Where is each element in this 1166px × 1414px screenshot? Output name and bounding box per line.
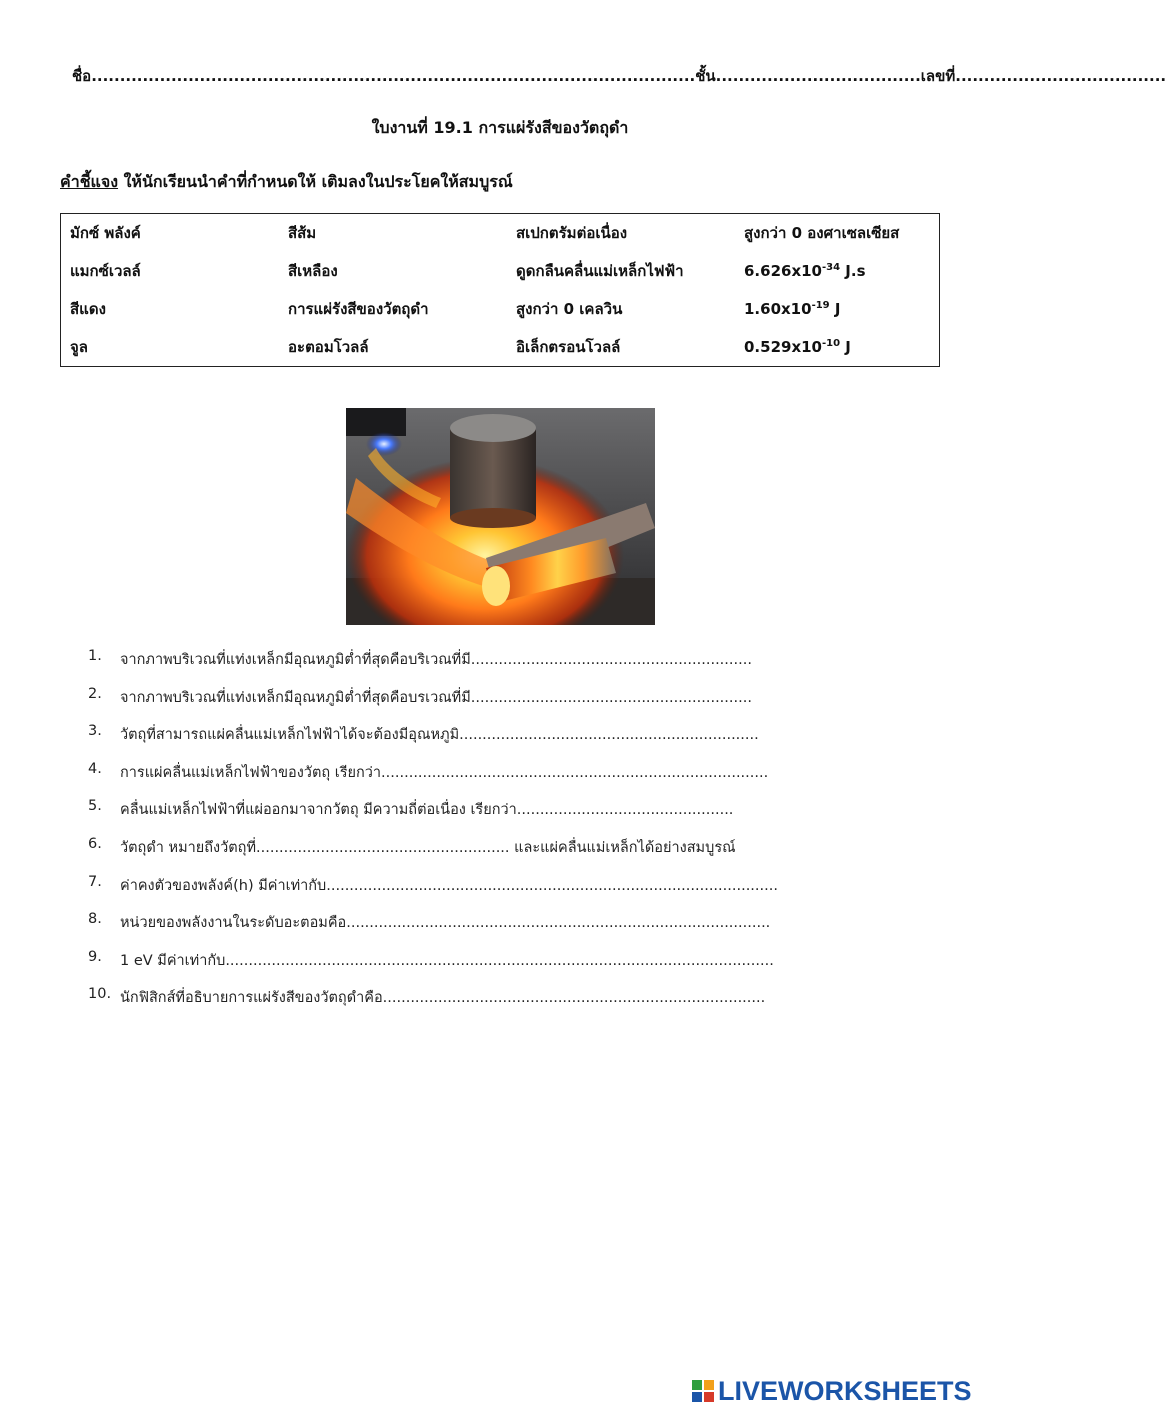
question-item [88, 761, 788, 799]
word-bank-cell: อะตอมโวลล์ [288, 338, 369, 356]
value-exponent: -19 [811, 300, 830, 311]
word-bank-cell: สูงกว่า 0 องศาเซลเซียส [744, 224, 900, 242]
question-item [88, 911, 788, 949]
question-text[interactable]: จากภาพบริเวณที่แท่งเหล็กมีอุณหภูมิต่ำที่สุดคือบริเวณที่มี............................................................. [120, 652, 752, 668]
word-bank-cell: สีเหลือง [288, 262, 338, 280]
word-bank-cell [735, 252, 940, 290]
word-bank-cell: อิเล็กตรอนโวลล์ [516, 338, 621, 356]
question-text[interactable]: จากภาพบริเวณที่แท่งเหล็กมีอุณหภูมิต่ำที่สุดคือบรเวณที่มี............................................................. [120, 689, 752, 706]
value-base: 1.60x10 [744, 300, 812, 318]
word-bank-row [61, 214, 940, 253]
question-number: 2. [88, 685, 102, 702]
question-list [88, 648, 788, 1024]
question-number: 10. [88, 986, 112, 1003]
question-item [88, 836, 788, 874]
instructions [60, 170, 960, 195]
liveworksheets-logo-text: LIVEWORKSHEETS [718, 1375, 972, 1406]
value-exponent: -34 [822, 262, 841, 273]
question-number: 4. [88, 760, 102, 777]
word-bank-cell: การแผ่รังสีของวัตถุดำ [288, 300, 429, 318]
name-label: ชื่อ [72, 67, 92, 85]
liveworksheets-logo-icon [692, 1380, 714, 1402]
value-unit: J [840, 338, 851, 356]
question-text[interactable]: คลื่นแม่เหล็กไฟฟ้าที่แผ่ออกมาจากวัตถุ มีความถี่ต่อเนื่อง เรียกว่า............................................... [120, 802, 734, 819]
instructions-text: ให้นักเรียนนำคำที่กำหนดให้ เติมลงในประโยคให้สมบูรณ์ [118, 172, 513, 191]
word-bank-row [61, 328, 940, 367]
question-number: 3. [88, 723, 102, 740]
question-number: 9. [88, 948, 102, 965]
class-label: ชั้น [695, 67, 716, 85]
word-bank-cell: จูล [70, 338, 88, 356]
class-blank[interactable]: .................................... [715, 67, 921, 85]
number-label: เลขที่ [920, 67, 956, 85]
word-bank-cell: สีแดง [70, 300, 106, 318]
question-item [88, 874, 788, 912]
question-text[interactable]: ค่าคงตัวของพลังค์(h) มีค่าเท่ากับ.................................................................................................. [120, 877, 778, 894]
question-number: 7. [88, 873, 102, 890]
worksheet-title: ใบงานที่ 19.1 การแผ่รังสีของวัตถุดำ [371, 118, 629, 137]
question-text[interactable]: การแผ่คลื่นแม่เหล็กไฟฟ้าของวัตถุ เรียกว่า.................................................................................... [120, 764, 769, 781]
value-exponent: -10 [822, 338, 841, 349]
question-number: 8. [88, 911, 102, 928]
question-item [88, 798, 788, 836]
word-bank-row [61, 252, 940, 290]
name-blank[interactable]: .......................................................................................................... [91, 67, 696, 85]
question-item [88, 949, 788, 987]
instructions-label: คำชี้แจง [60, 172, 119, 191]
value-base: 6.626x10 [744, 262, 822, 280]
number-blank[interactable]: ..................................... [955, 67, 1166, 85]
word-bank-cell: แมกซ์เวลล์ [70, 262, 141, 280]
value-base: 0.529x10 [744, 338, 822, 356]
word-bank-table [60, 213, 940, 367]
word-bank-cell: สูงกว่า 0 เคลวิน [516, 300, 623, 318]
question-text[interactable]: วัตถุดำ หมายถึงวัตถุที่....................................................... และแผ่คลื่นแม่เหล็กได้อย่างสมบูรณ์ [120, 839, 736, 856]
question-item [88, 648, 788, 686]
word-bank-cell: ดูดกลืนคลื่นแม่เหล็กไฟฟ้า [516, 262, 684, 280]
question-item [88, 686, 788, 724]
question-text[interactable]: นักฟิสิกส์ที่อธิบายการแผ่รังสีของวัตถุดำคือ................................................................................... [120, 990, 766, 1007]
heated-iron-bar-photo [346, 408, 655, 625]
word-bank-cell: สีส้ม [288, 224, 317, 242]
question-text[interactable]: วัตถุที่สามารถแผ่คลื่นแม่เหล็กไฟฟ้าได้จะต้องมีอุณหภูมิ................................................................. [120, 727, 759, 744]
word-bank-cell [735, 290, 940, 328]
question-number: 5. [88, 798, 102, 815]
word-bank-cell: สเปกตรัมต่อเนื่อง [516, 224, 628, 242]
question-number: 6. [88, 835, 102, 852]
liveworksheets-logo [692, 1376, 972, 1406]
question-number: 1. [88, 648, 102, 664]
word-bank-cell: มักซ์ พลังค์ [70, 224, 141, 242]
question-item [88, 986, 788, 1024]
student-info-line [72, 64, 1166, 88]
question-text[interactable]: หน่วยของพลังงานในระดับอะตอมคือ............................................................................................ [120, 915, 771, 932]
value-unit: J.s [840, 262, 866, 280]
word-bank-cell [735, 328, 940, 367]
question-text[interactable]: 1 eV มีค่าเท่ากับ....................................................................................................................... [120, 952, 774, 969]
value-unit: J [829, 300, 841, 318]
word-bank-row [61, 290, 940, 328]
question-item [88, 723, 788, 761]
